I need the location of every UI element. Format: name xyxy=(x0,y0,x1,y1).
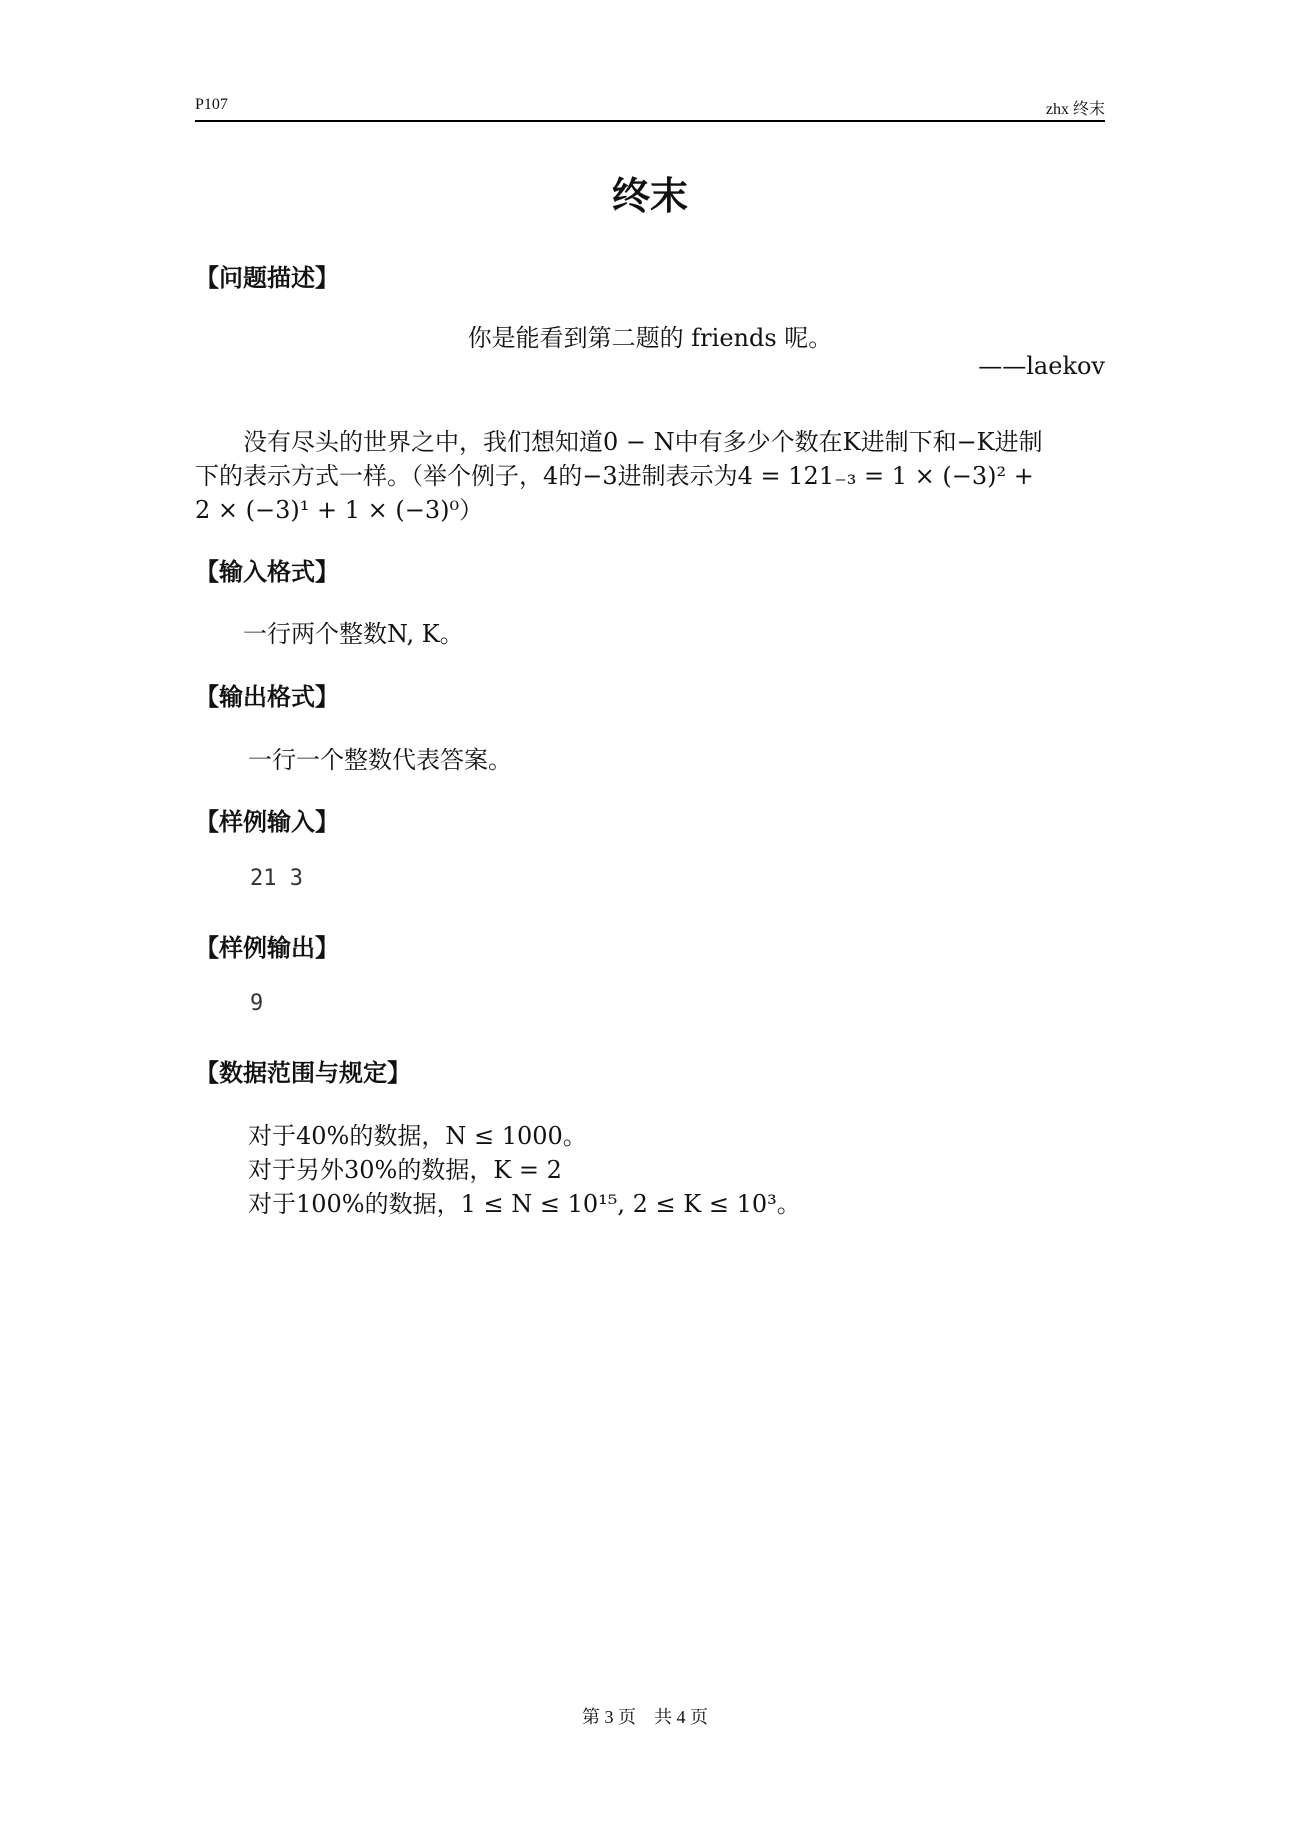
epigraph-author: ——laekov xyxy=(978,352,1105,380)
description-heading: 【问题描述】 xyxy=(195,264,339,292)
page-footer: 第 3 页 共 4 页 xyxy=(582,1707,708,1727)
page-header xyxy=(195,96,1105,122)
input-format-text: 一行两个整数N, K。 xyxy=(243,620,464,648)
input-format-heading: 【输入格式】 xyxy=(195,558,339,586)
constraints-heading: 【数据范围与规定】 xyxy=(195,1059,411,1087)
output-format-text: 一行一个整数代表答案。 xyxy=(248,746,512,774)
page-title: 终末 xyxy=(611,174,688,218)
constraints-line-2: 对于另外30%的数据，K = 2 xyxy=(248,1156,562,1184)
sample-output-heading: 【样例输出】 xyxy=(195,934,339,962)
description-line-1: 没有尽头的世界之中，我们想知道0 − N中有多少个数在K进制下和−K进制 xyxy=(243,428,1043,456)
description-line-2: 下的表示方式一样。（举个例子，4的−3进制表示为4 = 121₋₃ = 1 × (−3)² + xyxy=(195,462,1034,490)
header-title: zhx 终末 xyxy=(1045,101,1105,118)
output-format-heading: 【输出格式】 xyxy=(195,683,339,711)
sample-input-text: 21 3 xyxy=(250,866,303,891)
description-line-3: 2 × (−3)¹ + 1 × (−3)⁰） xyxy=(195,496,484,524)
sample-input-heading: 【样例输入】 xyxy=(195,808,339,836)
problem-id: P107 xyxy=(195,96,228,113)
sample-output-text: 9 xyxy=(250,991,264,1016)
epigraph-quote: 你是能看到第二题的 friends 呢。 xyxy=(467,324,833,352)
constraints-line-3: 对于100%的数据，1 ≤ N ≤ 10¹⁵, 2 ≤ K ≤ 10³。 xyxy=(248,1190,801,1218)
constraints-line-1: 对于40%的数据，N ≤ 1000。 xyxy=(248,1122,587,1150)
